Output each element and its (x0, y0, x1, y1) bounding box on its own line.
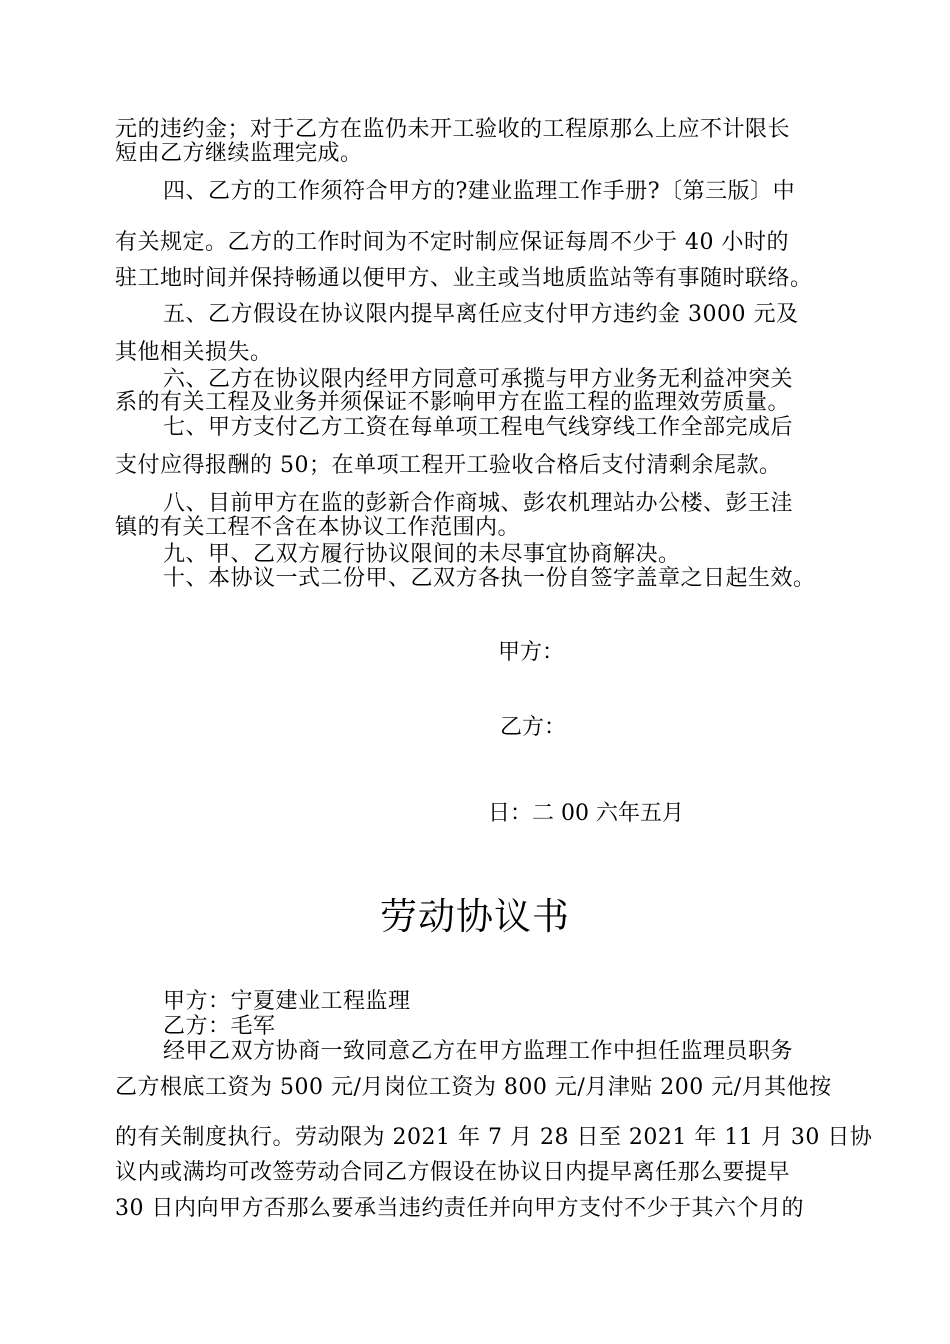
paragraph-line: 驻工地时间并保持畅通以便甲方、业主或当地质监站等有事随时联络。 (115, 266, 813, 291)
paragraph-line: 八、目前甲方在监的彭新合作商城、彭农机理站办公楼、彭王洼 (163, 491, 794, 516)
paragraph-line: 议内或满均可改签劳动合同乙方假设在协议日内提早离任那么要提早 (115, 1160, 791, 1185)
paragraph-line: 有关规定。乙方的工作时间为不定时制应保证每周不少于 40 小时的 (115, 230, 789, 255)
paragraph-line: 十、本协议一式二份甲、乙双方各执一份自签字盖章之日起生效。 (163, 566, 816, 591)
paragraph-line: 经甲乙双方协商一致同意乙方在甲方监理工作中担任监理员职务 (163, 1039, 794, 1064)
party-b-line: 乙方：毛军 (163, 1014, 276, 1039)
signing-date: 日：二 00 六年五月 (488, 801, 684, 826)
paragraph-line: 系的有关工程及业务并须保证不影响甲方在监工程的监理效劳质量。 (115, 390, 791, 415)
paragraph-line: 元的违约金；对于乙方在监仍未开工验收的工程原那么上应不计限长 (115, 117, 791, 142)
paragraph-line: 其他相关损失。 (115, 340, 273, 365)
paragraph-line: 九、甲、乙双方履行协议限间的未尽事宜协商解决。 (163, 542, 681, 567)
party-b-signature-label: 乙方： (500, 715, 567, 740)
paragraph-line: 四、乙方的工作须符合甲方的?建业监理工作手册?〔第三版〕中 (163, 179, 796, 204)
paragraph-line: 的有关制度执行。劳动限为 2021 年 7 月 28 日至 2021 年 11 月 30 日协 (115, 1125, 873, 1150)
paragraph-line: 七、甲方支付乙方工资在每单项工程电气线穿线工作全部完成后 (163, 415, 794, 440)
paragraph-line: 镇的有关工程不含在本协议工作范围内。 (115, 515, 521, 540)
paragraph-line: 支付应得报酬的 50；在单项工程开工验收合格后支付清剩余尾款。 (115, 453, 782, 478)
paragraph-line: 30 日内向甲方否那么要承当违约责任并向甲方支付不少于其六个月的 (115, 1196, 804, 1221)
paragraph-line: 六、乙方在协议限内经甲方同意可承揽与甲方业务无利益冲突关 (163, 367, 794, 392)
paragraph-line: 短由乙方继续监理完成。 (115, 141, 363, 166)
document-title: 劳动协议书 (380, 895, 570, 938)
paragraph-line: 乙方根底工资为 500 元/月岗位工资为 800 元/月津贴 200 元/月其他按 (115, 1075, 832, 1100)
party-a-signature-label: 甲方： (498, 640, 565, 665)
party-a-line: 甲方：宁夏建业工程监理 (163, 989, 411, 1014)
paragraph-line: 五、乙方假设在协议限内提早离任应支付甲方违约金 3000 元及 (163, 302, 799, 327)
